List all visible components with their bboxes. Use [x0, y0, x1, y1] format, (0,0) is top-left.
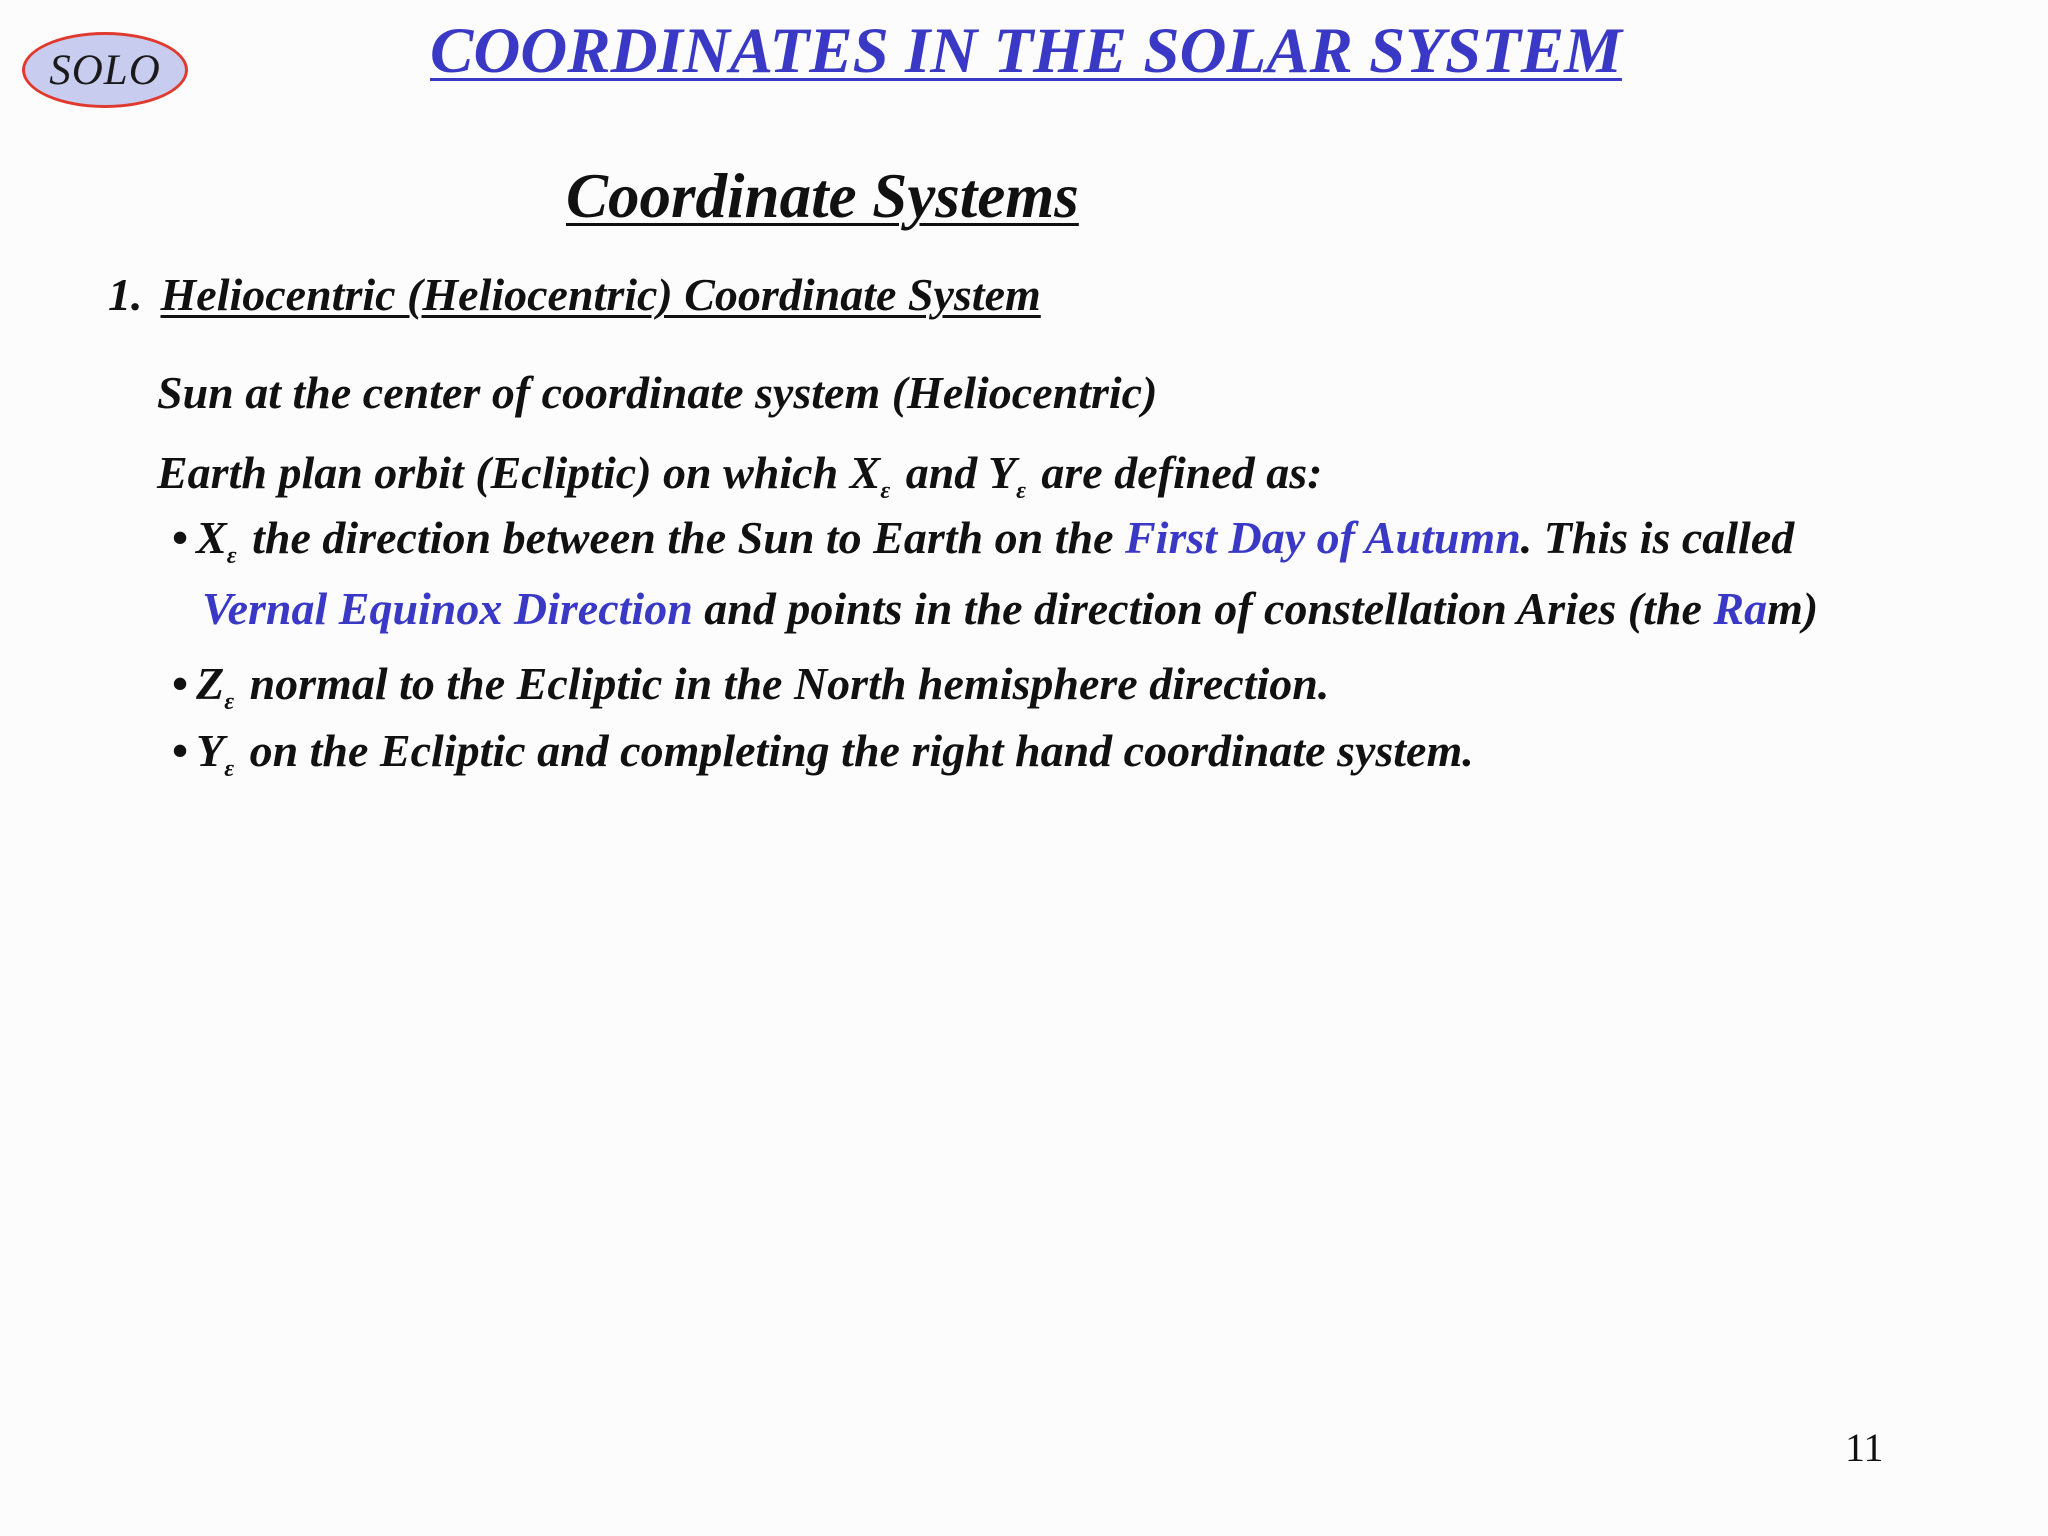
section-heading [108, 268, 1041, 321]
earth-plan-part3: are defined as: [1029, 447, 1323, 498]
epsilon-subscript: ε [224, 756, 235, 782]
z-text: normal to the Ecliptic in the North hemisphere direction. [238, 658, 1330, 709]
x-text4: m) [1767, 583, 1819, 634]
x-text1: the direction between the Sun to Earth on the [240, 512, 1125, 563]
bullet-x-line2 [202, 582, 1818, 635]
epsilon-subscript: ε [224, 689, 235, 715]
logo-text: SOLO [49, 46, 161, 94]
earth-plan-line [157, 446, 1322, 505]
vernal-equinox-highlight: Vernal Equinox Direction [202, 583, 693, 634]
z-axis-label: Z [196, 658, 225, 709]
x-text2: . This is called [1520, 512, 1795, 563]
y-axis-label: Y [196, 725, 225, 776]
solo-logo [22, 32, 188, 108]
bullet-marker: • [172, 725, 189, 776]
earth-plan-part1: Earth plan orbit (Ecliptic) on which X [157, 447, 881, 498]
bullet-marker: • [172, 658, 189, 709]
section-number: 1. [108, 269, 143, 320]
main-title: COORDINATES IN THE SOLAR SYSTEM [430, 15, 1622, 87]
slide-subtitle: Coordinate Systems [566, 161, 1079, 231]
x-text3: and points in the direction of constellation Aries (the [692, 583, 1714, 634]
epsilon-subscript: ε [880, 478, 891, 504]
section-heading-text: Heliocentric (Heliocentric) Coordinate System [160, 269, 1041, 320]
x-axis-label: X [196, 512, 227, 563]
bullet-x-line1 [172, 511, 1794, 570]
y-text: on the Ecliptic and completing the right hand coordinate system. [238, 725, 1474, 776]
epsilon-subscript: ε [226, 543, 237, 569]
page-number: 11 [1845, 1425, 1884, 1470]
first-day-of-autumn-highlight: First Day of Autumn [1125, 512, 1521, 563]
bullet-marker: • [172, 512, 189, 563]
earth-plan-part2: and Y [894, 447, 1017, 498]
epsilon-subscript: ε [1016, 478, 1026, 504]
bullet-z-line [172, 657, 1329, 716]
bullet-y-line [172, 724, 1474, 783]
ram-highlight: Ra [1713, 583, 1768, 634]
sun-center-line: Sun at the center of coordinate system (Heliocentric) [157, 367, 1158, 418]
